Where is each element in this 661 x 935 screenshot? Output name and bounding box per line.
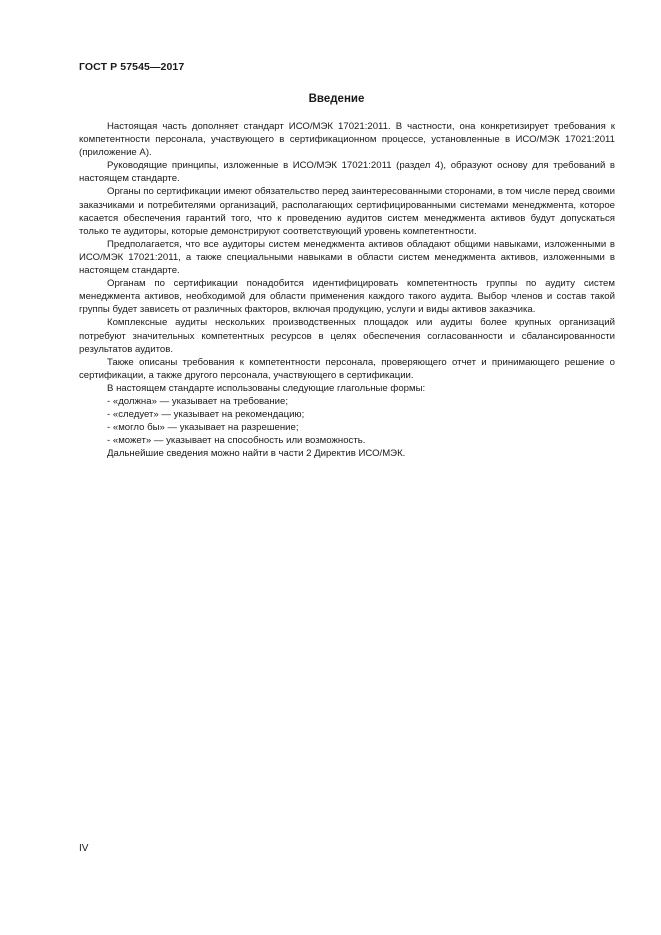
introduction-body — [79, 120, 615, 460]
list-item: - «должна» — указывает на требование; — [107, 395, 289, 407]
paragraph: В настоящем стандарте использованы следующие глагольные формы: — [107, 382, 426, 394]
section-title: Введение — [308, 93, 365, 105]
paragraph: Настоящая часть дополняет стандарт ИСО/МЭК 17021:2011. В частности, она конкретизирует требования к компетентности персонала, участвующего в сертификационном процессе, установленные в ИСО/МЭК 17021:2011 (приложение А). — [79, 121, 615, 159]
paragraph: Органы по сертификации имеют обязательство перед заинтересованными сторонами, в том числе перед своими заказчиками и потребителями организаций, располагающих сертифицированными системами менеджмента, которое касается обеспечения гарантий того, что к проведению аудитов систем менеджмента активов будут допускаться только те аудиторы, которые демонстрируют соответствующий уровень компетентности. — [79, 186, 615, 237]
paragraph: Руководящие принципы, изложенные в ИСО/МЭК 17021:2011 (раздел 4), образуют основу для требований в настоящем стандарте. — [79, 160, 615, 185]
paragraph: Предполагается, что все аудиторы систем менеджмента активов обладают общими навыками, изложенными в ИСО/МЭК 17021:2011, а также специальными навыками в области систем менеджмента активов, изложенными в настоящем стандарте. — [79, 238, 615, 277]
standard-id-header: ГОСТ Р 57545—2017 — [79, 61, 185, 73]
paragraph: Также описаны требования к компетентности персонала, проверяющего отчет и принимающего решение о сертификации, а также другого персонала, участвующего в сертификации. — [79, 356, 615, 381]
list-item: - «следует» — указывает на рекомендацию; — [107, 409, 305, 421]
paragraph: Дальнейшие сведения можно найти в части 2 Директив ИСО/МЭК. — [107, 448, 406, 460]
paragraph: Комплексные аудиты нескольких производственных площадок или аудиты более крупных организаций потребуют значительных компетентных ресурсов в целях обеспечения согласованности и сбалансированности результатов аудитов. — [79, 317, 615, 355]
list-item: - «может» — указывает на способность или возможность. — [107, 435, 366, 447]
list-item: - «могло бы» — указывает на разрешение; — [107, 422, 299, 434]
page-number: IV — [79, 843, 89, 854]
paragraph: Органам по сертификации понадобится идентифицировать компетентность группы по аудиту систем менеджмента активов, необходимой для области применения каждого такого аудита. Выбор членов и состав такой группы будет зависеть от различных факторов, включая продукцию, услуги и виды активов заказчика. — [79, 278, 615, 316]
